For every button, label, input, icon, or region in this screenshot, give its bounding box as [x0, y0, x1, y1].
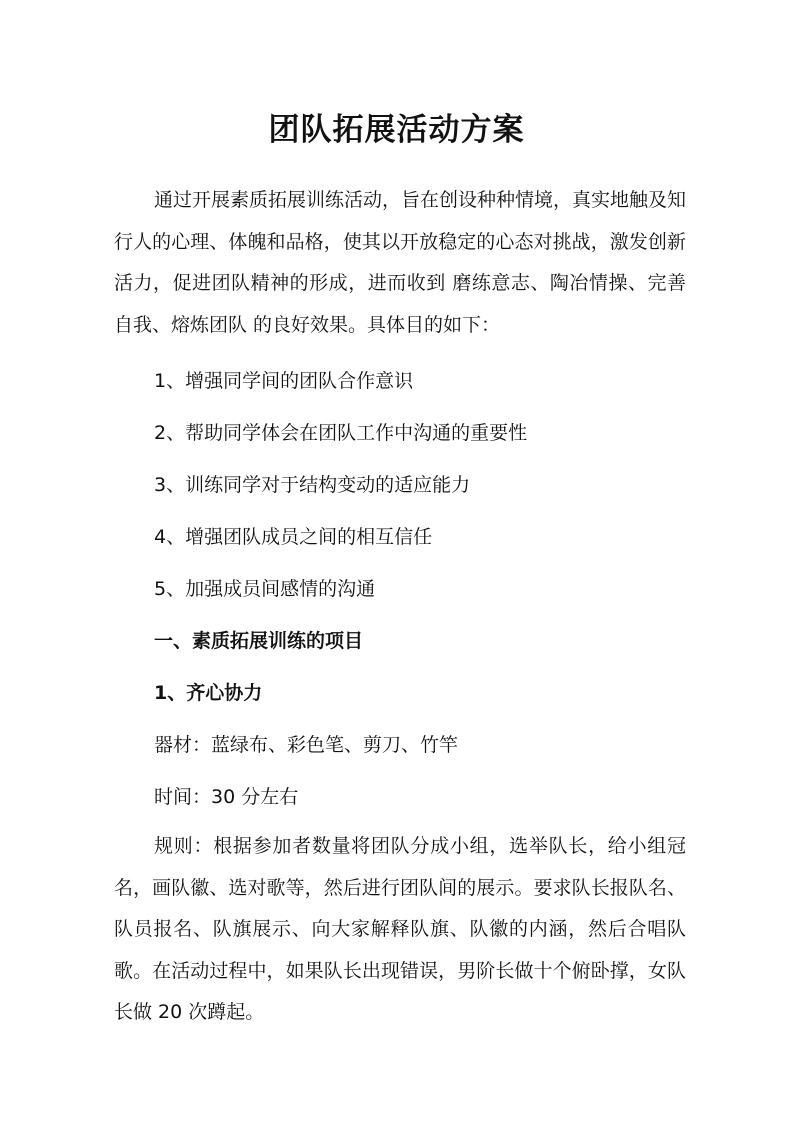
goal-item-2: 2、帮助同学体会在团队工作中沟通的重要性	[154, 422, 528, 444]
item-heading: 1、齐心协力	[154, 682, 263, 704]
time-line: 时间：30 分左右	[154, 786, 299, 808]
goal-item-4: 4、增强团队成员之间的相互信任	[154, 526, 433, 548]
section-heading: 一、素质拓展训练的项目	[154, 630, 364, 652]
rules-paragraph: 规则：根据参加者数量将团队分成小组，选举队长，给小组冠名，画队徽、选对歌等，然后进行团队间的展示。要求队长报队名、队员报名、队旗展示、向大家解释队旗、队徽的内涵，然后合唱队歌。在活动过程中，如果队长出现错误，男阶长做十个俯卧撑，女队长做 20 次蹲起。	[114, 835, 686, 1023]
intro-paragraph: 通过开展素质拓展训练活动，旨在创设种种情境，真实地触及知行人的心理、体魄和品格，使其以开放稳定的心态对挑战，激发创新活力，促进团队精神的形成，进而收到 磨练意志、陶冶情操、完善自我、熔炼团队 的良好效果。具体目的如下：	[114, 189, 687, 336]
equipment-line: 器材：蓝绿布、彩色笔、剪刀、竹竿	[154, 734, 459, 756]
goal-item-5: 5、加强成员间感情的沟通	[154, 578, 376, 600]
goal-item-1: 1、增强同学间的团队合作意识	[154, 370, 414, 392]
document-title: 团队拓展活动方案	[268, 112, 525, 148]
goal-item-3: 3、训练同学对于结构变动的适应能力	[154, 474, 471, 496]
